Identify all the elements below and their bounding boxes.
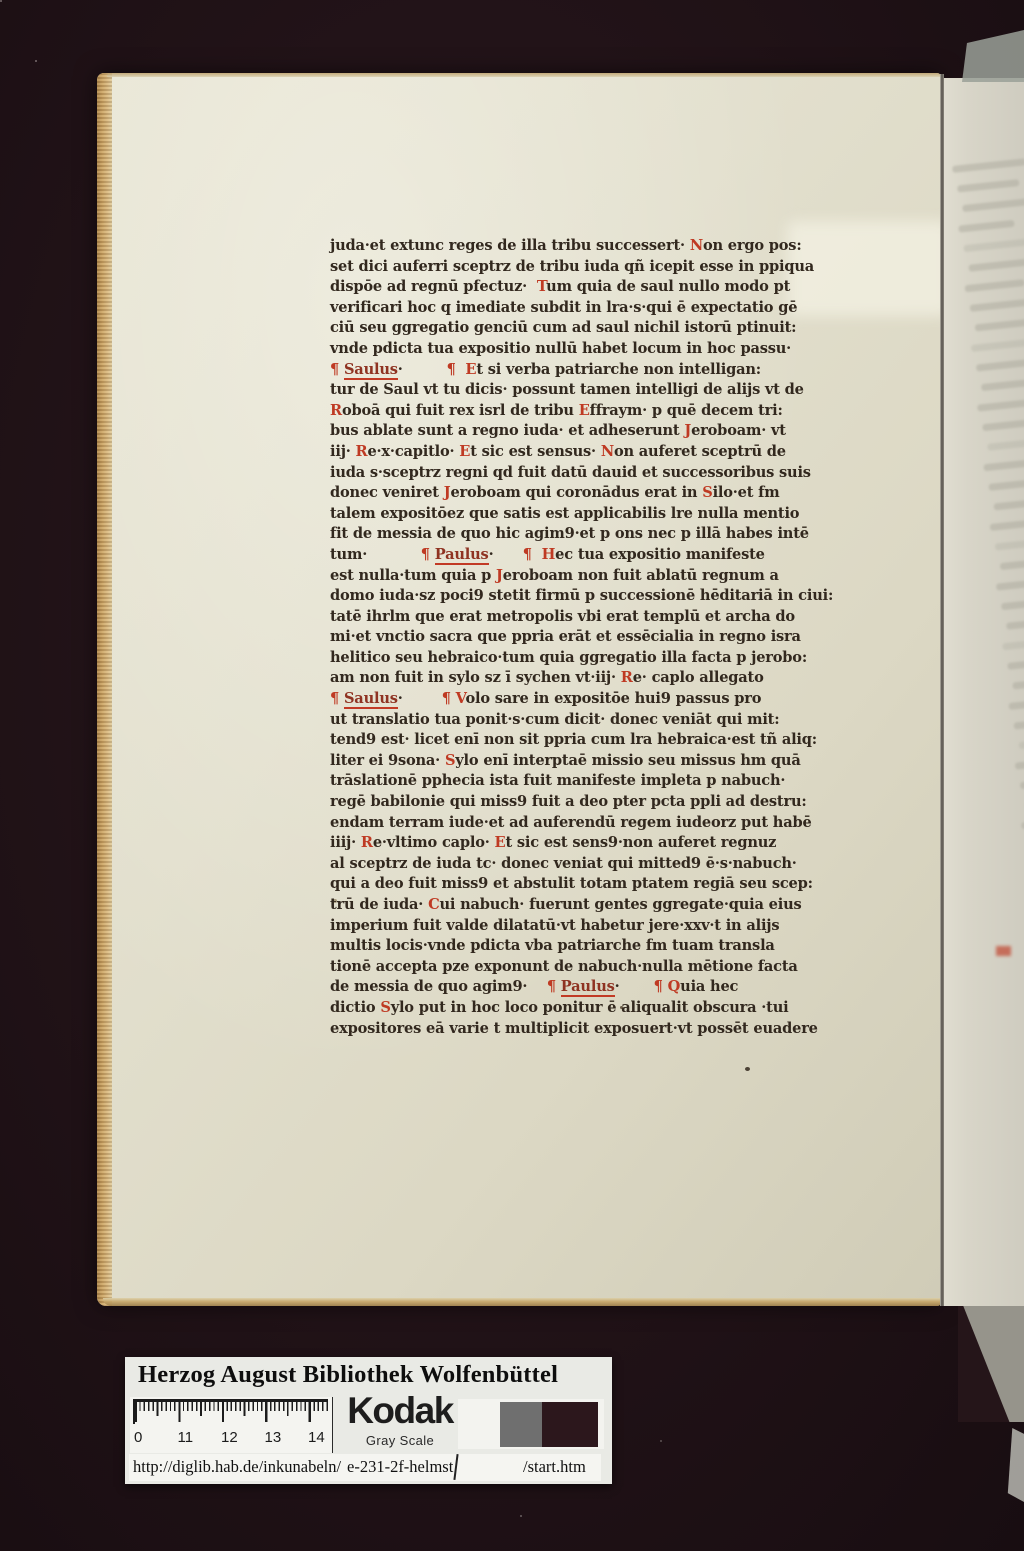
faint-text-line [1000, 555, 1024, 570]
manuscript-line: trū de iuda· Cui nabuch· fuerunt gentes ggregate·quia eius [330, 896, 802, 913]
faint-text-line [1002, 636, 1024, 650]
manuscript-line: qui a deo fuit miss9 et abstulit totam ptatem regiā seu scep: [330, 875, 813, 893]
ruler-ticks [133, 1399, 328, 1424]
library-label [125, 1357, 612, 1484]
ruler-number: 11 [177, 1429, 194, 1446]
faint-text-line [1015, 755, 1024, 770]
manuscript-line: talem expositōez que satis est applicabilis lre nulla mentio [330, 504, 800, 522]
faint-text-line [988, 478, 1024, 491]
manuscript-line: multis locis·vnde pdicta vba patriarche fm tuam transla [330, 937, 775, 955]
faint-text-line [995, 538, 1024, 551]
faint-text-line [971, 339, 1024, 352]
faint-text-line [962, 198, 1024, 212]
faint-text-line [994, 497, 1024, 511]
manuscript-line: expositores eā varie t multiplicit exposuert·vt possēt euadere [330, 1019, 818, 1037]
manuscript-line: mi·et vnctio sacra que ppria erāt et essēcialia in regno isra [330, 628, 801, 646]
shadow-wedge [958, 1306, 1024, 1422]
gray-scale-patch-light [500, 1402, 542, 1447]
library-name: Herzog August Bibliothek Wolfenbüttel [138, 1361, 559, 1388]
start-page-path: /start.htm [523, 1457, 586, 1476]
manuscript-line: tum· ¶ Paulus· ¶ Hec tua expositio manifeste [330, 545, 765, 563]
manuscript-line: al sceptrz de iuda tc· donec veniat qui mitted9 ē·s·nabuch· [330, 854, 797, 872]
faint-text-line [1019, 736, 1024, 749]
faint-text-line [952, 158, 1024, 173]
manuscript-line: tend9 est· licet enī non sit ppria cum lra hebraica·est tñ aliq: [330, 731, 817, 749]
page-stack-fore-edge [97, 73, 112, 1306]
faint-text-line [1007, 655, 1024, 670]
manuscript-line: set dici auferri sceptrz de tribu iuda qñ icepit esse in ppiqua [330, 257, 815, 275]
faint-text-line [1012, 676, 1024, 689]
manuscript-line: Roboā qui fuit rex isrl de tribu Effraym· p quē decem tri: [330, 401, 783, 419]
faint-text-line [983, 456, 1024, 471]
manuscript-line: donec veniret Jeroboam qui coronādus erat in Silo·et fm [330, 484, 780, 502]
cm-ruler [130, 1397, 333, 1453]
faint-text-line [996, 577, 1024, 590]
faint-text-line [981, 378, 1024, 391]
faint-text-line [968, 257, 1024, 272]
manuscript-line: juda·et extunc reges de illa tribu successert· Non ergo pos: [330, 237, 802, 254]
manuscript-line: iuda s·sceptrz regni qd fuit datū dauid et successoribus suis [330, 463, 811, 481]
page-top-edge [107, 73, 941, 77]
manuscript-page [97, 73, 941, 1306]
faint-text-line [987, 437, 1024, 451]
page-bottom-edge [103, 1298, 941, 1306]
manuscript-line: verificari hoc q imediate subdit in lra·s·qui ē expectatio gē [330, 298, 798, 316]
ruler-number: 12 [221, 1429, 238, 1446]
manuscript-line: tionē accepta pze exponunt de nabuch·nulla mētione facta [330, 957, 798, 975]
film-strip-bottom [958, 1306, 1024, 1422]
faint-text-line [1014, 715, 1024, 729]
manuscript-line: endam terram iude·et ad auferendū regem iudeorz put habē [330, 813, 812, 831]
showthrough-rubric-mark [996, 946, 1011, 956]
faint-text-line [1008, 696, 1024, 710]
manuscript-line: bus ablate sunt a regno iuda· et adheserunt Jeroboam· vt [330, 422, 786, 440]
shelfmark: e-231-2f-helmst [347, 1457, 454, 1476]
faint-text-line [970, 298, 1024, 312]
manuscript-line: helitico seu hebraico·tum quia ggregatio illa facta p jerobo: [330, 648, 808, 666]
faint-text-line [1006, 617, 1024, 630]
manuscript-line: ¶ Saulus· ¶ Volo sare in expositōe hui9 passus pro [330, 690, 762, 708]
manuscript-line: iiij· Re·vltimo caplo· Et sic est sens9·non auferet regnuz [330, 834, 777, 852]
manuscript-text-block [330, 236, 870, 1039]
manuscript-line: tatē ihrlm que erat metropolis vbi erat templū et archa do [330, 607, 795, 625]
manuscript-line: dispōe ad regnū pfectuz· Tum quia de saul nullo modo pt [330, 278, 791, 296]
faint-text-line [990, 517, 1024, 531]
manuscript-line: trāslationē pphecia ista fuit manifeste impleta p nabuch· [330, 772, 786, 790]
kodak-wordmark: Kodak [347, 1390, 453, 1431]
facing-page-sliver [944, 78, 1024, 1306]
manuscript-line: ut translatio tua ponit·s·cum dicit· donec veniāt qui mit: [330, 710, 780, 728]
faint-text-line [976, 357, 1024, 372]
manuscript-line: de messia de quo agim9· ¶ Paulus· ¶ Quia hec [330, 978, 739, 996]
faint-text-line [957, 179, 1019, 192]
manuscript-line: imperium fuit valde dilatatū·vt habetur jere·xxv·t in alijs [330, 916, 780, 934]
manuscript-line: ciū seu ggregatio genciū cum ad saul nichil istorū ptinuit: [330, 319, 797, 337]
faint-text-line [1020, 776, 1024, 789]
showthrough-text [952, 157, 1024, 982]
manuscript-line: am non fuit in sylo sz ī sychen vt·iij· Re· caplo allegato [330, 669, 764, 687]
manuscript-line: iij· Re·x·capitlo· Et sic est sensus· Non auferet sceptrū de [330, 442, 786, 460]
faint-text-line [965, 279, 1024, 292]
ruler-number: 14 [308, 1429, 325, 1446]
ruler-number: 13 [264, 1429, 282, 1446]
gray-scale-caption: Gray Scale [365, 1433, 435, 1448]
manuscript-line: fit de messia de quo hic agim9·et p ons nec p illā habes intē [330, 525, 809, 543]
gray-scale-patch-dark [542, 1402, 598, 1447]
ruler-numbers [130, 1429, 332, 1449]
manuscript-line: liter ei 9sona· Sylo enī interptaē missio seu missus hm quā [330, 751, 801, 769]
ruler-number: 0 [134, 1429, 143, 1446]
film-strip-top [962, 30, 1024, 82]
dust-specks [0, 0, 2, 2]
manuscript-line: ¶ Saulus· ¶ Et si verba patriarche non intelligan: [330, 360, 761, 378]
faint-text-line [975, 317, 1024, 331]
faint-text-line [982, 418, 1024, 431]
manuscript-line: vnde pdicta tua expositio nullū habet locum in hoc passu· [330, 339, 792, 357]
manuscript-line: tur de Saul vt tu dicis· possunt tamen intelligi de alijs vt de [330, 381, 804, 399]
manuscript-line: regē babilonie qui miss9 fuit a deo pter pcta ppli ad destru: [330, 793, 807, 811]
faint-text-line [1001, 596, 1024, 610]
label-url-row [125, 1457, 612, 1481]
faint-text-line [958, 220, 1014, 233]
faint-text-line [963, 238, 1024, 252]
ink-speck [745, 1067, 750, 1071]
faint-text-line [977, 397, 1024, 411]
divider-line [453, 1454, 458, 1480]
manuscript-line: dictio Sylo put in hoc loco ponitur ē aliqualit obscura ·tui [330, 998, 789, 1016]
manuscript-line: domo iuda·sz poci9 stetit firmū p successionē hēditariā in ciui: [330, 587, 834, 605]
film-strip-corner [1006, 1428, 1024, 1502]
manuscript-line: est nulla·tum quia p Jeroboam non fuit ablatū regnum a [330, 566, 779, 584]
digitization-url: http://diglib.hab.de/inkunabeln/ [133, 1457, 342, 1476]
